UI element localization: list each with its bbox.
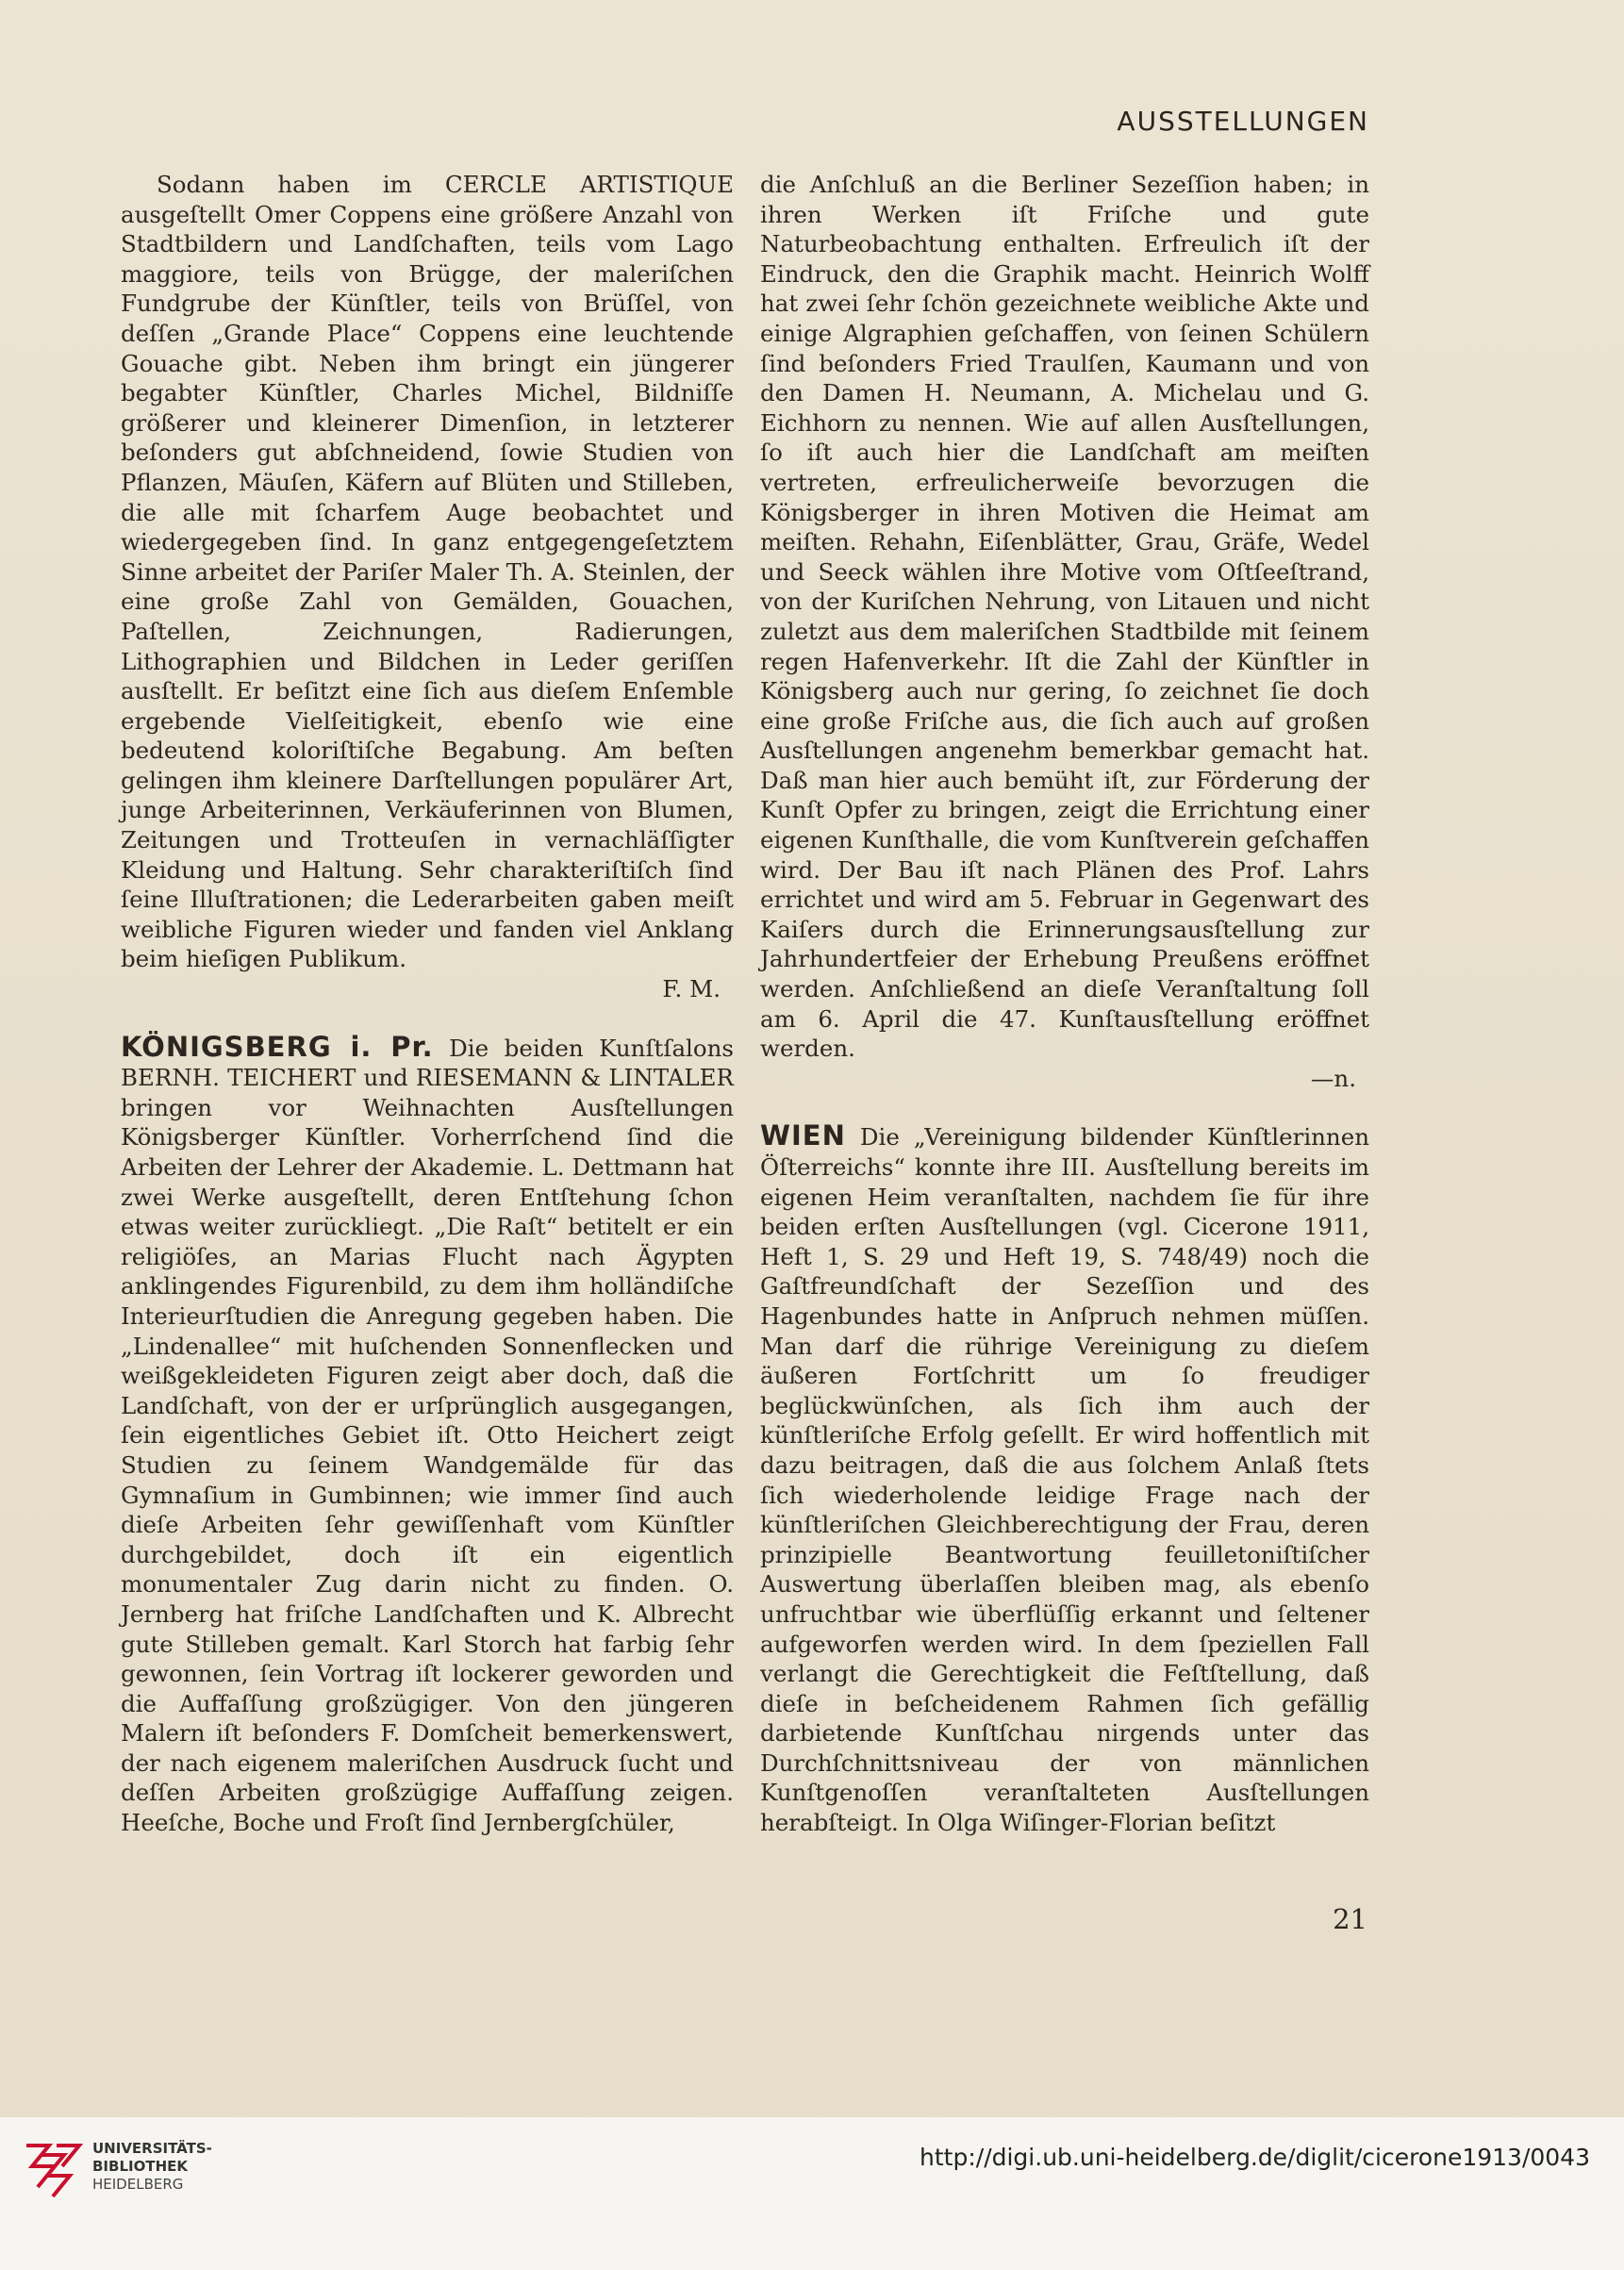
- library-line-3: HEIDELBERG: [92, 2176, 184, 2193]
- wien-text: Die „Vereinigung bildender Künſtlerinnen Öſterreichs“ konnte ihre III. Ausſtellung bereits im eigenen Heim veranſtalten, nachdem ſie für ihre beiden erſten Ausſtellungen (vgl. Cicerone 1911, Heft 1, S. 29 und Heft 19, S. 748/49) noch die Gaſtfreundſchaft der Sezeſſion und des Hagenbundes hatte in Anſpruch nehmen müſſen. Man darf die rührige Vereinigung zu dieſem äußeren Fortſchritt um ſo freudiger beglückwünſchen, als ſich ihm auch der künſtleriſche Erfolg geſellt. Er wird hoffentlich mit dazu beitragen, daß die aus ſolchem Anlaß ſtets ſich wiederholende leidige Frage nach der künſtleriſchen Gleichberechtigung der Frau, deren prinzipielle Beantwortung feuilletoniſtiſcher Auswertung überlaſſen bleiben mag, als ebenſo unfruchtbar wie überflüſſig erkannt und ſeltener aufgeworfen werden wird. In dem ſpeziellen Fall verlangt die Gerechtigkeit die Feſtſtellung, daß dieſe in beſcheidenem Rahmen ſich gefällig darbietende Kunſtſchau nirgends unter das Durchſchnittsniveau der von männlichen Kunſtgenoſſen veranſtalteten Ausſtellungen herabſteigt. In Olga Wiſinger-Florian beſitzt: [760, 1123, 1369, 1837]
- koenigsberg-paragraph: [121, 1030, 734, 1838]
- library-line-1: UNIVERSITÄTS-: [92, 2140, 212, 2157]
- wien-paragraph: [760, 1121, 1369, 1837]
- running-head: AUSSTELLUNGEN: [1117, 106, 1369, 137]
- signature-line-n: [760, 1064, 1369, 1094]
- signature-n: —n.: [1310, 1064, 1356, 1092]
- library-name[interactable]: [92, 2140, 212, 2194]
- wien-heading: WIEN: [760, 1119, 846, 1152]
- koenigsberg-heading: KÖNIGSBERG i. Pr.: [121, 1030, 434, 1063]
- left-column: [121, 170, 734, 1838]
- right-column: [760, 170, 1369, 1838]
- koenigsberg-text: Die beiden Kunſtſalons BERNH. TEICHERT und RIESEMANN & LINTALER bringen vor Weihnachten Ausſtellungen Königsberger Künſtler. Vorherrſchend ſind die Arbeiten der Lehrer der Akademie. L. Dettmann hat zwei Werke ausgeſtellt, deren Entſtehung ſchon etwas weiter zurückliegt. „Die Raſt“ betitelt er ein religiöſes, an Marias Flucht nach Ägypten anklingendes Figurenbild, zu dem ihm holländiſche Interieurſtudien die Anregung gegeben haben. Die „Lindenallee“ mit huſchenden Sonnenflecken und weißgekleideten Figuren zeigt aber doch, daß die Landſchaft, von der er urſprünglich ausgegangen, ſein eigentliches Gebiet iſt. Otto Heichert zeigt Studien zu ſeinem Wandgemälde für das Gymnaſium in Gumbinnen; wie immer ſind auch dieſe Arbeiten ſehr gewiſſenhaft vom Künſtler durchgebildet, doch iſt ein eigentlich monumentaler Zug darin nicht zu finden. O. Jernberg hat friſche Landſchaften und K. Albrecht gute Stilleben gemalt. Karl Storch hat farbig ſehr gewonnen, ſein Vortrag iſt lockerer geworden und die Auffaſſung großzügiger. Von den jüngeren Malern iſt beſonders F. Domſcheit bemerkenswert, der nach eigenem maleriſchen Ausdruck ſucht und deſſen Arbeiten großzügige Auffaſſung zeigen. Heeſche, Boche und Froſt ſind Jernbergſchüler,: [121, 1034, 734, 1837]
- signature-fm: F. M.: [662, 975, 721, 1003]
- source-url-link[interactable]: http://digi.ub.uni-heidelberg.de/diglit/cicerone1913/0043: [920, 2144, 1590, 2171]
- library-line-2: BIBLIOTHEK: [92, 2158, 188, 2175]
- page-number: 21: [1333, 1903, 1367, 1935]
- koenigsberg-continued-paragraph: die Anſchluß an die Berliner Sezeſſion haben; in ihren Werken iſt Friſche und gute Naturbeobachtung enthalten. Erfreulich iſt der Eindruck, den die Graphik macht. Heinrich Wolff hat zwei ſehr ſchön gezeichnete weibliche Akte und einige Algraphien geſchaffen, von ſeinen Schülern ſind beſonders Fried Traulſen, Kaumann und von den Damen H. Neumann, A. Michelau und G. Eichhorn zu nennen. Wie auf allen Ausſtellungen, ſo iſt auch hier die Landſchaft am meiſten vertreten, erfreulicherweiſe bevorzugen die Königsberger in ihren Motiven die Heimat am meiſten. Rehahn, Eiſenblätter, Grau, Gräfe, Wedel und Seeck wählen ihre Motive vom Oſtſeeſtrand, von der Kuriſchen Nehrung, von Litauen und nicht zuletzt aus dem maleriſchen Stadtbilde mit ſeinem regen Hafenverkehr. Iſt die Zahl der Künſtler in Königsberg auch nur gering, ſo zeichnet ſie doch eine große Friſche aus, die ſich auch auf großen Ausſtellungen angenehm bemerkbar gemacht hat. Daß man hier auch bemüht iſt, zur Förderung der Kunſt Opfer zu bringen, zeigt die Errichtung einer eigenen Kunſthalle, die vom Kunſtverein geſchaffen wird. Der Bau iſt nach Plänen des Prof. Lahrs errichtet und wird am 5. Februar in Gegenwart des Kaiſers durch die Erinnerungsausſtellung zur Jahrhundertfeier der Erhebung Preußens eröffnet werden. Anſchließend an dieſe Veranſtaltung ſoll am 6. April die 47. Kunſtausſtellung eröffnet werden.: [760, 171, 1369, 1063]
- heidelberg-library-logo-icon[interactable]: [21, 2138, 87, 2202]
- signature-line: [121, 974, 734, 1004]
- cercle-artistique-paragraph: Sodann haben im CERCLE ARTISTIQUE ausgeſtellt Omer Coppens eine größere Anzahl von Stadtbildern und Landſchaften, teils vom Lago maggiore, teils von Brügge, der maleriſchen Fundgrube der Künſtler, teils von Brüſſel, von deſſen „Grande Place“ Coppens eine leuchtende Gouache gibt. Neben ihm bringt ein jüngerer begabter Künſtler, Charles Michel, Bildniſſe größerer und kleinerer Dimenſion, in letzterer beſonders gut abſchneidend, ſowie Studien von Pflanzen, Mäuſen, Käfern auf Blüten und Stilleben, die alle mit ſcharfem Auge beobachtet und wiedergegeben ſind. In ganz entgegengeſetztem Sinne arbeitet der Pariſer Maler Th. A. Steinlen, der eine große Zahl von Gemälden, Gouachen, Paſtellen, Zeichnungen, Radierungen, Lithographien und Bildchen in Leder geriſſen ausſtellt. Er beſitzt eine ſich aus dieſem Enſemble ergebende Vielſeitigkeit, ebenſo wie eine bedeutend koloriſtiſche Begabung. Am beſten gelingen ihm kleinere Darſtellungen populärer Art, junge Arbeiterinnen, Verkäuferinnen von Blumen, Zeitungen und Trotteuſen in vernachläſſigter Kleidung und Haltung. Sehr charakteriſtiſch ſind ſeine Illuſtrationen; die Lederarbeiten gaben meiſt weibliche Figuren wieder und fanden viel Anklang beim hieſigen Publikum.: [121, 171, 734, 973]
- digitization-footer: [0, 2117, 1624, 2270]
